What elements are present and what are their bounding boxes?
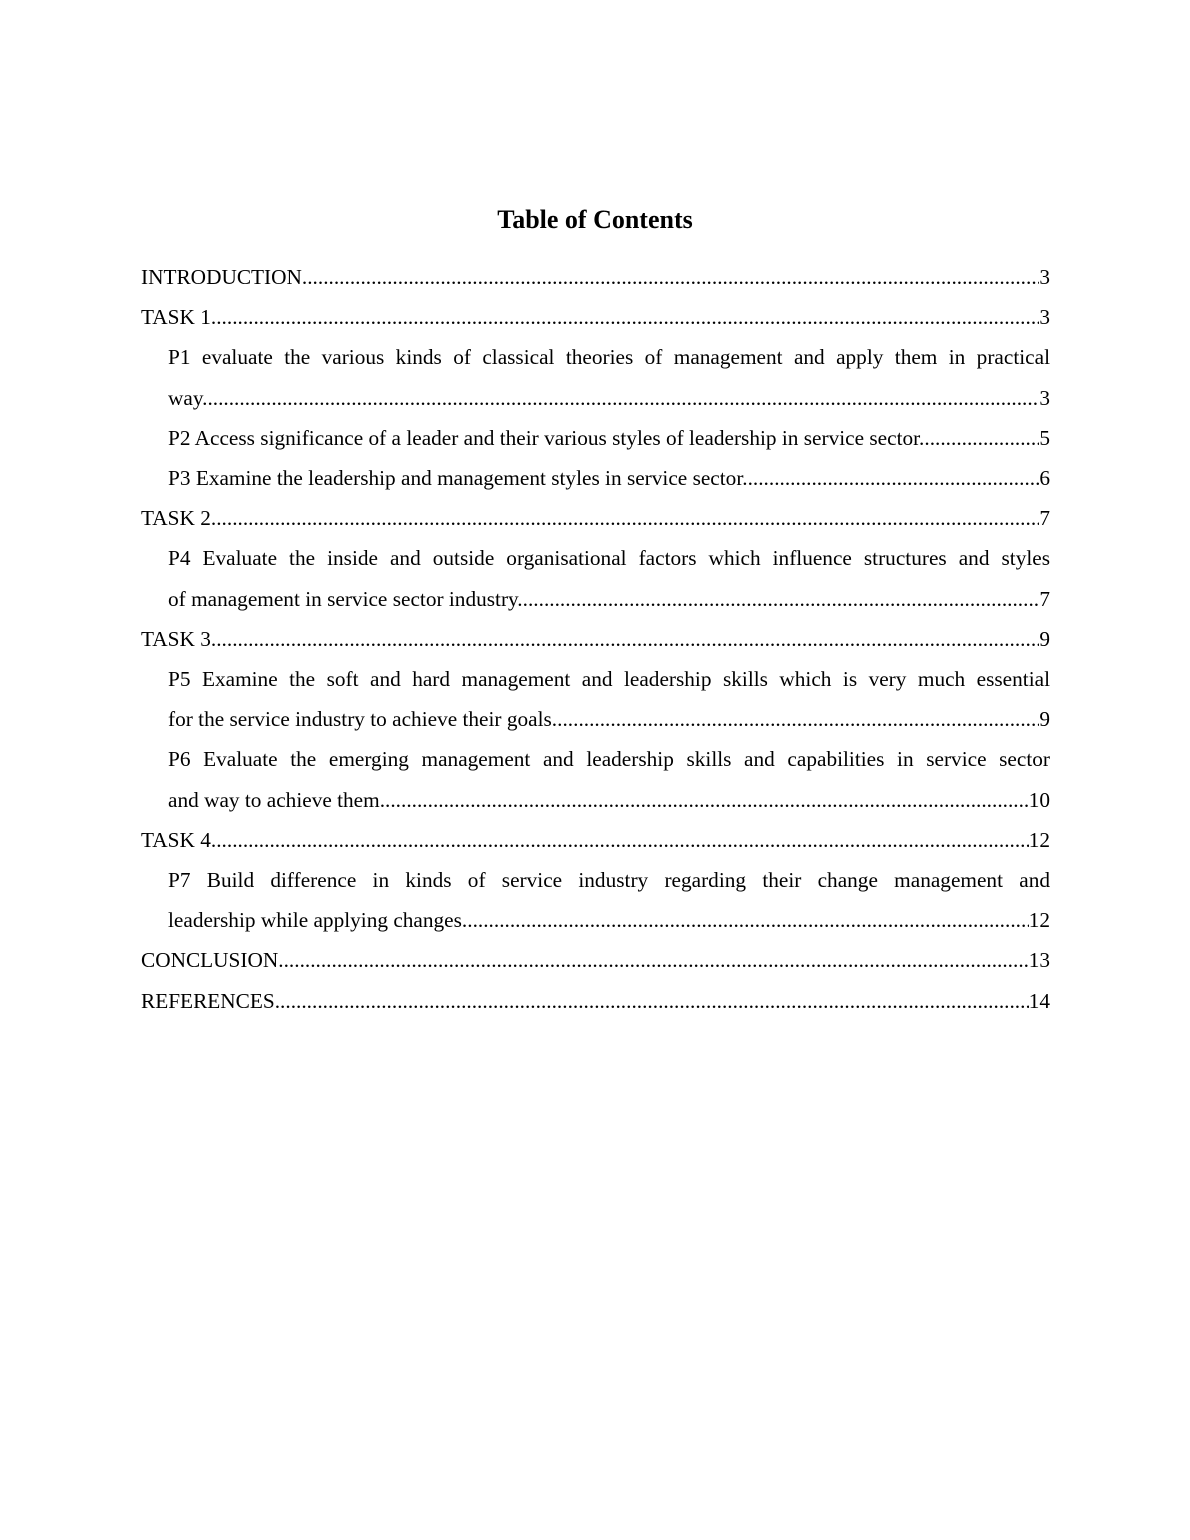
dot-leader [557,699,1039,739]
dot-leader [748,458,1040,498]
toc-entry-text: INTRODUCTION [141,265,302,289]
dot-leader [278,940,1028,980]
toc-entry-text: TASK 2 [141,506,211,531]
toc-page-number: 13 [1028,948,1050,973]
toc-page-number: 10 [1028,787,1050,812]
dot-leader [211,619,1039,659]
toc-entry-introduction[interactable] [141,257,1050,297]
toc-entry-text: leadership while applying changes. [168,908,468,933]
toc-entry-task-3[interactable] [141,619,1050,659]
toc-entry-text: for the service industry to achieve their goals. [168,707,558,732]
toc-entry-p7[interactable] [141,860,1050,940]
toc-entry-p1[interactable] [141,337,1050,417]
toc-entry-text: P2 Access significance of a leader and their various styles of leadership in service sector. [168,425,925,450]
toc-page-number: 9 [1039,707,1050,732]
toc-entry-text: TASK 1 [141,305,211,330]
dot-leader [275,981,1029,1021]
toc-entry-text: P3 Examine the leadership and management styles in service sector. [168,466,748,491]
toc-entry-text: CONCLUSION [141,948,279,973]
dot-leader [211,820,1029,860]
toc-entry-p3[interactable] [141,458,1050,498]
toc-entry-text-line-1: P6 Evaluate the emerging management and leadership skills and capabilities in service sector [168,747,1050,772]
toc-entry-p2[interactable] [141,418,1050,458]
toc-page-number: 7 [1039,586,1050,611]
toc-entry-references[interactable] [141,981,1050,1021]
toc-page-number: 3 [1039,385,1050,410]
dot-leader [523,579,1040,619]
toc-entry-text-line-1: P4 Evaluate the inside and outside organisational factors which influence structures and styles [168,546,1050,571]
toc-entry-text: REFERENCES [141,988,275,1013]
toc-entry-text: of management in service sector industry. [168,586,523,611]
toc-entry-task-4[interactable] [141,820,1050,860]
dot-leader [924,418,1039,458]
toc-page-number: 3 [1039,265,1050,289]
dot-leader [211,498,1039,538]
toc-entry-text: TASK 4 [141,827,211,852]
dot-leader [207,378,1039,418]
page-title: Table of Contents [497,205,693,234]
dot-leader [211,297,1039,337]
toc-page-number: 7 [1039,506,1050,531]
toc-entry-p5[interactable] [141,659,1050,739]
toc-page-number: 14 [1028,988,1050,1013]
toc-page-number: 3 [1039,305,1050,330]
dot-leader [467,900,1028,940]
toc-page-number: 5 [1039,425,1050,450]
toc-entry-text-line-1: P1 evaluate the various kinds of classical theories of management and apply them in practical [168,345,1050,370]
toc-page-number: 12 [1028,908,1050,933]
toc-entry-task-2[interactable] [141,498,1050,538]
toc-entry-text: TASK 3 [141,626,211,651]
toc-page-number: 9 [1039,626,1050,651]
toc-entry-task-1[interactable] [141,297,1050,337]
dot-leader [380,780,1029,820]
toc-entry-text: way. [168,385,208,410]
toc-entry-p6[interactable] [141,739,1050,819]
dot-leader [302,257,1039,297]
toc-entry-text-line-1: P5 Examine the soft and hard management and leadership skills which is very much essential [168,667,1050,692]
toc-entry-conclusion[interactable] [141,940,1050,980]
toc-page-number: 12 [1028,827,1050,852]
table-of-contents [141,257,1050,1021]
toc-entry-p4[interactable] [141,538,1050,618]
toc-entry-text: and way to achieve them [168,787,380,812]
toc-page-number: 6 [1039,466,1050,491]
toc-entry-text-line-1: P7 Build difference in kinds of service industry regarding their change management and [168,868,1050,893]
